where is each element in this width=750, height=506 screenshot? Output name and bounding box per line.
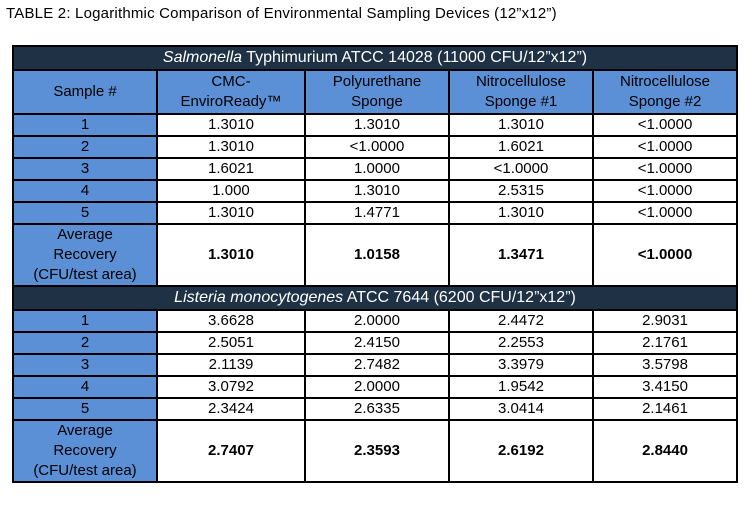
average-cell: <1.0000 [593, 224, 737, 286]
table-cell: 3.5798 [593, 354, 737, 376]
section-header-salmonella [13, 46, 737, 70]
table-cell: 1.3010 [157, 136, 305, 158]
average-cell: 1.0158 [305, 224, 449, 286]
sample-number: 3 [13, 158, 157, 180]
header-line: Nitrocellulose [619, 73, 711, 90]
table-row [13, 114, 737, 136]
table-cell: 2.4150 [305, 332, 449, 354]
table-cell: 2.1761 [593, 332, 737, 354]
label-line: Average [57, 226, 113, 243]
table-row [13, 202, 737, 224]
header-nitrocellulose-sponge-2 [593, 70, 737, 114]
sample-number: 5 [13, 202, 157, 224]
table-cell: 1.4771 [305, 202, 449, 224]
table-row [13, 398, 737, 420]
sample-number: 4 [13, 180, 157, 202]
table-cell: 3.3979 [449, 354, 593, 376]
header-line: Polyurethane [332, 73, 422, 90]
table-cell: 2.1461 [593, 398, 737, 420]
average-cell: 2.7407 [157, 420, 305, 482]
header-sample: Sample # [13, 70, 157, 114]
section-title [13, 286, 737, 310]
header-line: EnviroReady™ [180, 93, 282, 110]
table-cell: 1.9542 [449, 376, 593, 398]
table-cell: 2.1139 [157, 354, 305, 376]
header-line: Sponge [351, 93, 403, 110]
table-cell: <1.0000 [593, 180, 737, 202]
header-polyurethane-sponge [305, 70, 449, 114]
header-line: Sponge #1 [484, 93, 558, 110]
table-row [13, 376, 737, 398]
section-title [13, 46, 737, 70]
table-cell: 2.4472 [449, 310, 593, 332]
sample-number: 1 [13, 310, 157, 332]
table-cell: 1.3010 [449, 202, 593, 224]
average-recovery-row [13, 420, 737, 482]
header-line: Sponge #2 [628, 93, 702, 110]
organism-name: Salmonella [162, 49, 243, 66]
label-line: Recovery [53, 246, 117, 263]
sample-number: 2 [13, 332, 157, 354]
header-line: CMC- [211, 73, 251, 90]
table-cell: 1.3010 [305, 114, 449, 136]
table-cell: 3.6628 [157, 310, 305, 332]
table-cell: 3.4150 [593, 376, 737, 398]
average-recovery-label [13, 420, 157, 482]
table-cell: 2.3424 [157, 398, 305, 420]
table-caption: TABLE 2: Logarithmic Comparison of Environmental Sampling Devices (12”x12”) [6, 5, 557, 22]
table-cell: 2.6335 [305, 398, 449, 420]
table-cell: 1.3010 [157, 114, 305, 136]
table-cell: 2.2553 [449, 332, 593, 354]
table-cell: 2.5051 [157, 332, 305, 354]
table-cell: 1.6021 [157, 158, 305, 180]
organism-name: Listeria monocytogenes [174, 289, 344, 306]
table-cell: 2.5315 [449, 180, 593, 202]
table-cell: <1.0000 [593, 136, 737, 158]
header-line: Nitrocellulose [475, 73, 567, 90]
table-cell: 1.6021 [449, 136, 593, 158]
table-cell: <1.0000 [593, 114, 737, 136]
table-cell: 1.3010 [157, 202, 305, 224]
table-cell: 2.7482 [305, 354, 449, 376]
average-recovery-row [13, 224, 737, 286]
label-line: Recovery [53, 442, 117, 459]
table-cell: 2.9031 [593, 310, 737, 332]
section-details: ATCC 7644 (6200 CFU/12”x12”) [343, 289, 576, 306]
column-header-row [13, 70, 737, 114]
table-cell: <1.0000 [593, 202, 737, 224]
sampling-devices-table [12, 45, 738, 483]
table-row [13, 136, 737, 158]
table-cell: 3.0792 [157, 376, 305, 398]
label-line: (CFU/test area) [33, 266, 137, 283]
section-details: Typhimurium ATCC 14028 (11000 CFU/12”x12”) [242, 49, 588, 66]
sample-number: 2 [13, 136, 157, 158]
average-cell: 2.3593 [305, 420, 449, 482]
sample-number: 1 [13, 114, 157, 136]
table-row [13, 354, 737, 376]
table-row [13, 332, 737, 354]
header-cmc-enviroready [157, 70, 305, 114]
header-nitrocellulose-sponge-1 [449, 70, 593, 114]
table-row [13, 180, 737, 202]
sample-number: 5 [13, 398, 157, 420]
table-row [13, 310, 737, 332]
average-cell: 2.8440 [593, 420, 737, 482]
table-cell: 2.0000 [305, 310, 449, 332]
table-cell: 1.3010 [449, 114, 593, 136]
label-line: (CFU/test area) [33, 462, 137, 479]
table-cell: 1.3010 [305, 180, 449, 202]
average-cell: 1.3471 [449, 224, 593, 286]
table-cell: 2.0000 [305, 376, 449, 398]
table-cell: <1.0000 [593, 158, 737, 180]
table-cell: 1.000 [157, 180, 305, 202]
table-cell: 3.0414 [449, 398, 593, 420]
average-cell: 1.3010 [157, 224, 305, 286]
average-recovery-label [13, 224, 157, 286]
table-cell: <1.0000 [449, 158, 593, 180]
table-cell: <1.0000 [305, 136, 449, 158]
sample-number: 4 [13, 376, 157, 398]
average-cell: 2.6192 [449, 420, 593, 482]
table-row [13, 158, 737, 180]
section-header-listeria [13, 286, 737, 310]
sample-number: 3 [13, 354, 157, 376]
table-cell: 1.0000 [305, 158, 449, 180]
label-line: Average [57, 422, 113, 439]
